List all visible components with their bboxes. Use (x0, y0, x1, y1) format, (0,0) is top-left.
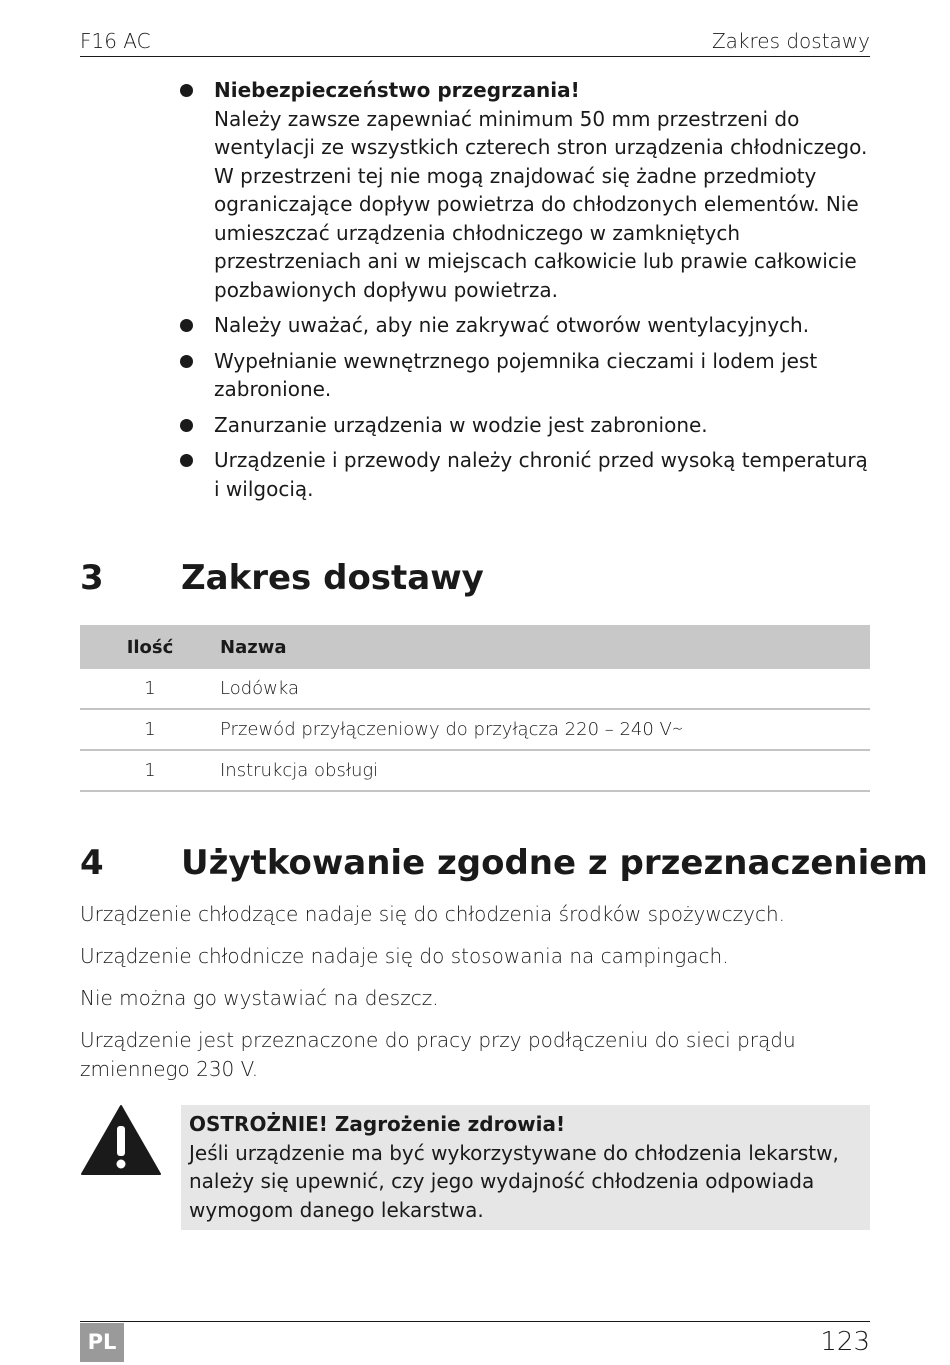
list-item-text: Wypełnianie wewnętrznego pojemnika cieczami i lodem jest zabronione. (214, 348, 818, 401)
paragraph: Urządzenie jest przeznaczone do pracy przy podłączeniu do sieci prądu zmiennego 230 V. (80, 1028, 796, 1081)
bullet-icon (180, 454, 193, 467)
cell-qty: 1 (80, 669, 220, 709)
list-item (180, 76, 872, 304)
list-item-text: Zanurzanie urządzenia w wodzie jest zabronione. (214, 412, 708, 437)
language-badge: PL (80, 1323, 124, 1362)
footer-divider (80, 1321, 870, 1322)
list-item (180, 347, 872, 404)
cell-name: Lodówka (220, 669, 870, 709)
cell-qty: 1 (80, 750, 220, 791)
list-item (180, 311, 872, 340)
bullet-icon (180, 419, 193, 432)
list-item-text: Należy zawsze zapewniać minimum 50 mm przestrzeni do wentylacji ze wszystkich czterech stron urządzenia chłodniczego. W przestrzeni tej nie mogą znajdować się żadne przedmioty ograniczające dopływ powietrza do chłodzonych elementów. Nie umieszczać urządzenia chłodniczego w zamkniętych przestrzeniach ani w miejscach całkowicie lub prawie całkowicie pozbawionych dopływu powietrza. (214, 106, 868, 302)
list-item (180, 411, 872, 440)
paragraph: Nie można go wystawiać na deszcz. (80, 986, 439, 1010)
caution-text: Jeśli urządzenie ma być wykorzystywane do chłodzenia lekarstw, należy się upewnić, czy jego wydajność chłodzenia odpowiada wymogom danego lekarstwa. (189, 1140, 839, 1222)
section-number: 4 (80, 843, 104, 883)
bullet-icon (180, 319, 193, 332)
table-row (80, 750, 870, 791)
cell-qty: 1 (80, 709, 220, 750)
list-item (180, 446, 872, 503)
intended-use-text (80, 900, 870, 1097)
table-row (80, 709, 870, 750)
section-title: Użytkowanie zgodne z przeznaczeniem (181, 843, 928, 883)
cell-name: Instrukcja obsługi (220, 750, 870, 791)
list-item-title: Niebezpieczeństwo przegrzania! (214, 78, 580, 102)
list-item-text: Należy uważać, aby nie zakrywać otworów wentylacyjnych. (214, 313, 810, 337)
cell-name: Przewód przyłączeniowy do przyłącza 220 – 240 V∼ (220, 709, 870, 750)
table-row (80, 669, 870, 709)
caution-title: OSTROŻNIE! Zagrożenie zdrowia! (189, 1112, 566, 1136)
table-header-row (80, 625, 870, 669)
caution-box (181, 1105, 870, 1230)
paragraph: Urządzenie chłodzące nadaje się do chłodzenia środków spożywczych. (80, 902, 786, 926)
paragraph: Urządzenie chłodnicze nadaje się do stosowania na campingach. (80, 944, 729, 968)
warning-triangle-icon (80, 1104, 162, 1176)
header-model: F16 AC (80, 29, 151, 53)
page-header (80, 28, 870, 57)
bullet-icon (180, 355, 193, 368)
section-title: Zakres dostawy (181, 558, 484, 598)
header-section: Zakres dostawy (711, 29, 870, 53)
bullet-icon (180, 84, 193, 97)
column-header-name: Nazwa (220, 625, 870, 669)
column-header-qty: Ilość (80, 625, 220, 669)
page-number: 123 (820, 1327, 870, 1357)
delivery-table (80, 625, 870, 792)
section-number: 3 (80, 558, 104, 598)
safety-list (180, 76, 872, 510)
list-item-text: Urządzenie i przewody należy chronić przed wysoką temperaturą i wilgocią. (214, 448, 868, 501)
